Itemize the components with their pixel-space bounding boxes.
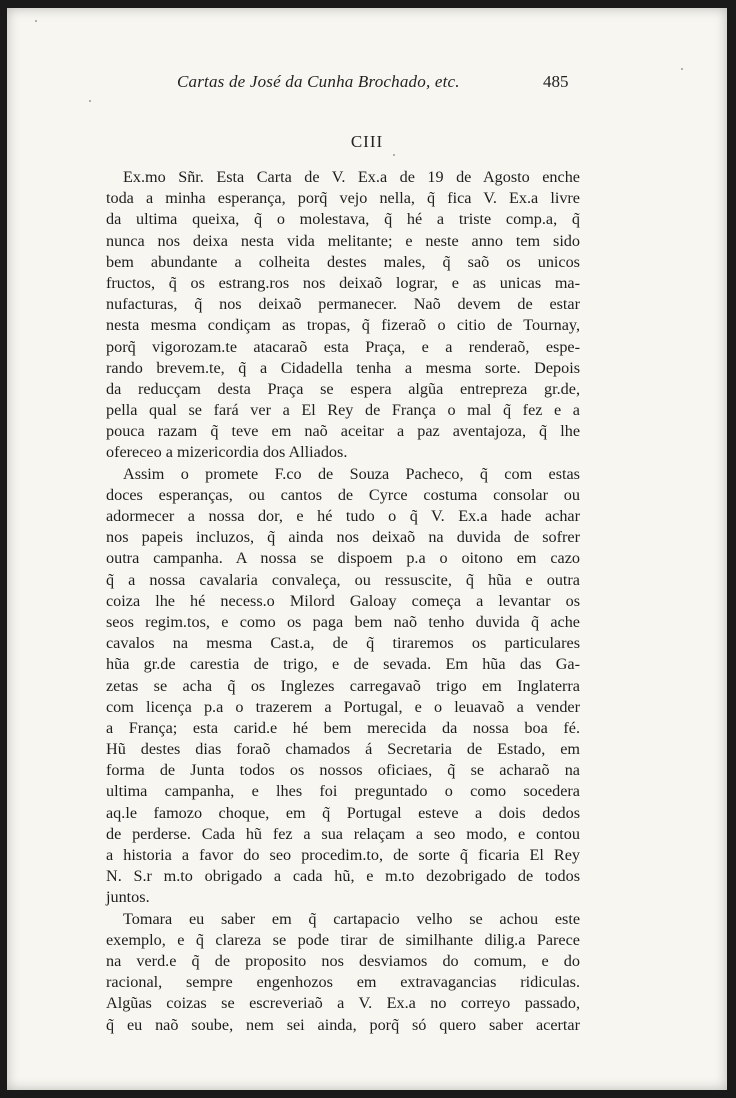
text-line: forma de Junta todos os nossos oficiaes, q̃ se acharaõ na <box>106 761 580 780</box>
page-number: 485 <box>543 72 569 91</box>
running-head <box>7 72 727 94</box>
book-page <box>7 8 727 1090</box>
text-line: exemplo, e q̃ clareza se pode tirar de similhante dilig.a Parece <box>106 930 580 949</box>
text-line: nos papeis incluzos, q̃ ainda nos deixaõ na duvida de sofrer <box>106 528 580 547</box>
text-line: de perderse. Cada hũ fez a sua relaçam a seo modo, e contou <box>106 824 580 843</box>
text-line: a França; esta carid.e hé bem merecida da nossa boa fé. <box>106 718 580 737</box>
text-line: adormecer a nossa dor, e hé tudo o q̃ V. Ex.a hade achar <box>106 507 580 525</box>
text-line: Ex.mo Sñr. Esta Carta de V. Ex.a de 19 de Agosto enche <box>123 168 580 186</box>
text-line: q̃ a nossa cavalaria convaleça, ou ressuscite, q̃ hũa e outra <box>106 570 580 589</box>
text-line: seos regim.tos, e como os paga bem naõ tenho duvida q̃ ache <box>106 612 580 631</box>
text-line: rando brevem.te, q̃ a Cidadella tenha a mesma sorte. Depois <box>106 358 580 377</box>
text-line: hũa gr.de carestia de trigo, e de sevada. Em hũa das Ga- <box>106 655 580 674</box>
running-title: Cartas de José da Cunha Brochado, etc. <box>177 72 460 91</box>
text-line: aq.le famozo choque, em q̃ Portugal esteve a dois dedos <box>106 803 580 822</box>
text-line: da ultima queixa, q̃ o molestava, q̃ hé a triste comp.a, q̃ <box>106 210 580 229</box>
text-line: nufacturas, q̃ nos deixaõ permanecer. Naõ devem de estar <box>106 295 580 314</box>
text-line: coiza lhe hé necess.o Milord Galoay começa a levantar os <box>106 591 580 610</box>
text-line: outra campanha. A nossa se dispoem p.a o oitono em cazo <box>106 549 580 568</box>
paper-speck <box>89 100 91 102</box>
text-line: Assim o promete F.co de Souza Pacheco, q̃ com estas <box>123 464 580 483</box>
letter-body <box>106 167 580 1036</box>
letter-number: CIII <box>350 132 384 151</box>
text-line: Algũas coizas se escreveriaõ a V. Ex.a no correyo passado, <box>106 994 580 1013</box>
text-line: toda a minha esperança, porq̃ vejo nella, q̃ fica V. Ex.a livre <box>106 189 580 208</box>
paper-speck <box>35 20 37 22</box>
text-line: doces esperanças, ou cantos de Cyrce costuma consolar ou <box>106 485 580 504</box>
text-line: pouca razam q̃ teve em naõ aceitar a paz aventajoza, q̃ lhe <box>106 422 580 441</box>
text-line: com licença p.a o trazerem a Portugal, e o leuavaõ a vender <box>106 697 580 716</box>
text-line: a historia a favor do seo procedim.to, de sorte q̃ ficaria El Rey <box>106 846 580 864</box>
text-line: ofereceo a mizericordia dos Alliados. <box>106 443 348 462</box>
text-line: cavalos na mesma Cast.a, de q̃ tiraremos os particulares <box>106 634 580 653</box>
text-line: pella qual se fará ver a El Rey de França o mal q̃ fez e a <box>106 401 580 420</box>
text-line: racional, sempre engenhozos em extravagancias ridiculas. <box>106 973 580 992</box>
text-line: Hũ destes dias foraõ chamados á Secretaria de Estado, em <box>106 740 580 759</box>
text-line: na verd.e q̃ de proposito nos desviamos do comum, e do <box>106 951 580 970</box>
text-line: porq̃ vigorozam.te atacaraõ esta Praça, e a renderaõ, espe- <box>106 337 580 356</box>
text-line: fructos, q̃ os estrang.ros nos deixaõ lograr, e as unicas ma- <box>106 273 580 292</box>
paper-speck <box>393 154 395 156</box>
text-line: Tomara eu saber em q̃ cartapacio velho se achou este <box>123 909 580 928</box>
text-line: juntos. <box>106 888 150 907</box>
text-line: N. S.r m.to obrigado a cada hũ, e m.to dezobrigado de todos <box>106 867 580 886</box>
text-line: q̃ eu naõ soube, nem sei ainda, porq̃ só quero saber acertar <box>106 1015 580 1034</box>
text-line: da reducçam desta Praça se espera algũa entrepreza gr.de, <box>106 379 580 398</box>
text-line: nunca nos deixa nesta vida melitante; e neste anno tem sido <box>106 231 580 250</box>
text-line: ultima campanha, e lhes foi preguntado o como socedera <box>106 782 580 801</box>
text-line: bem abundante a colheita destes males, q̃ saõ os unicos <box>106 252 580 271</box>
text-line: nesta mesma condiçam as tropas, q̃ fizeraõ o citio de Tournay, <box>106 316 580 335</box>
text-line: zetas se acha q̃ os Inglezes carregavaõ trigo em Inglaterra <box>106 676 580 695</box>
paper-speck <box>681 68 683 70</box>
